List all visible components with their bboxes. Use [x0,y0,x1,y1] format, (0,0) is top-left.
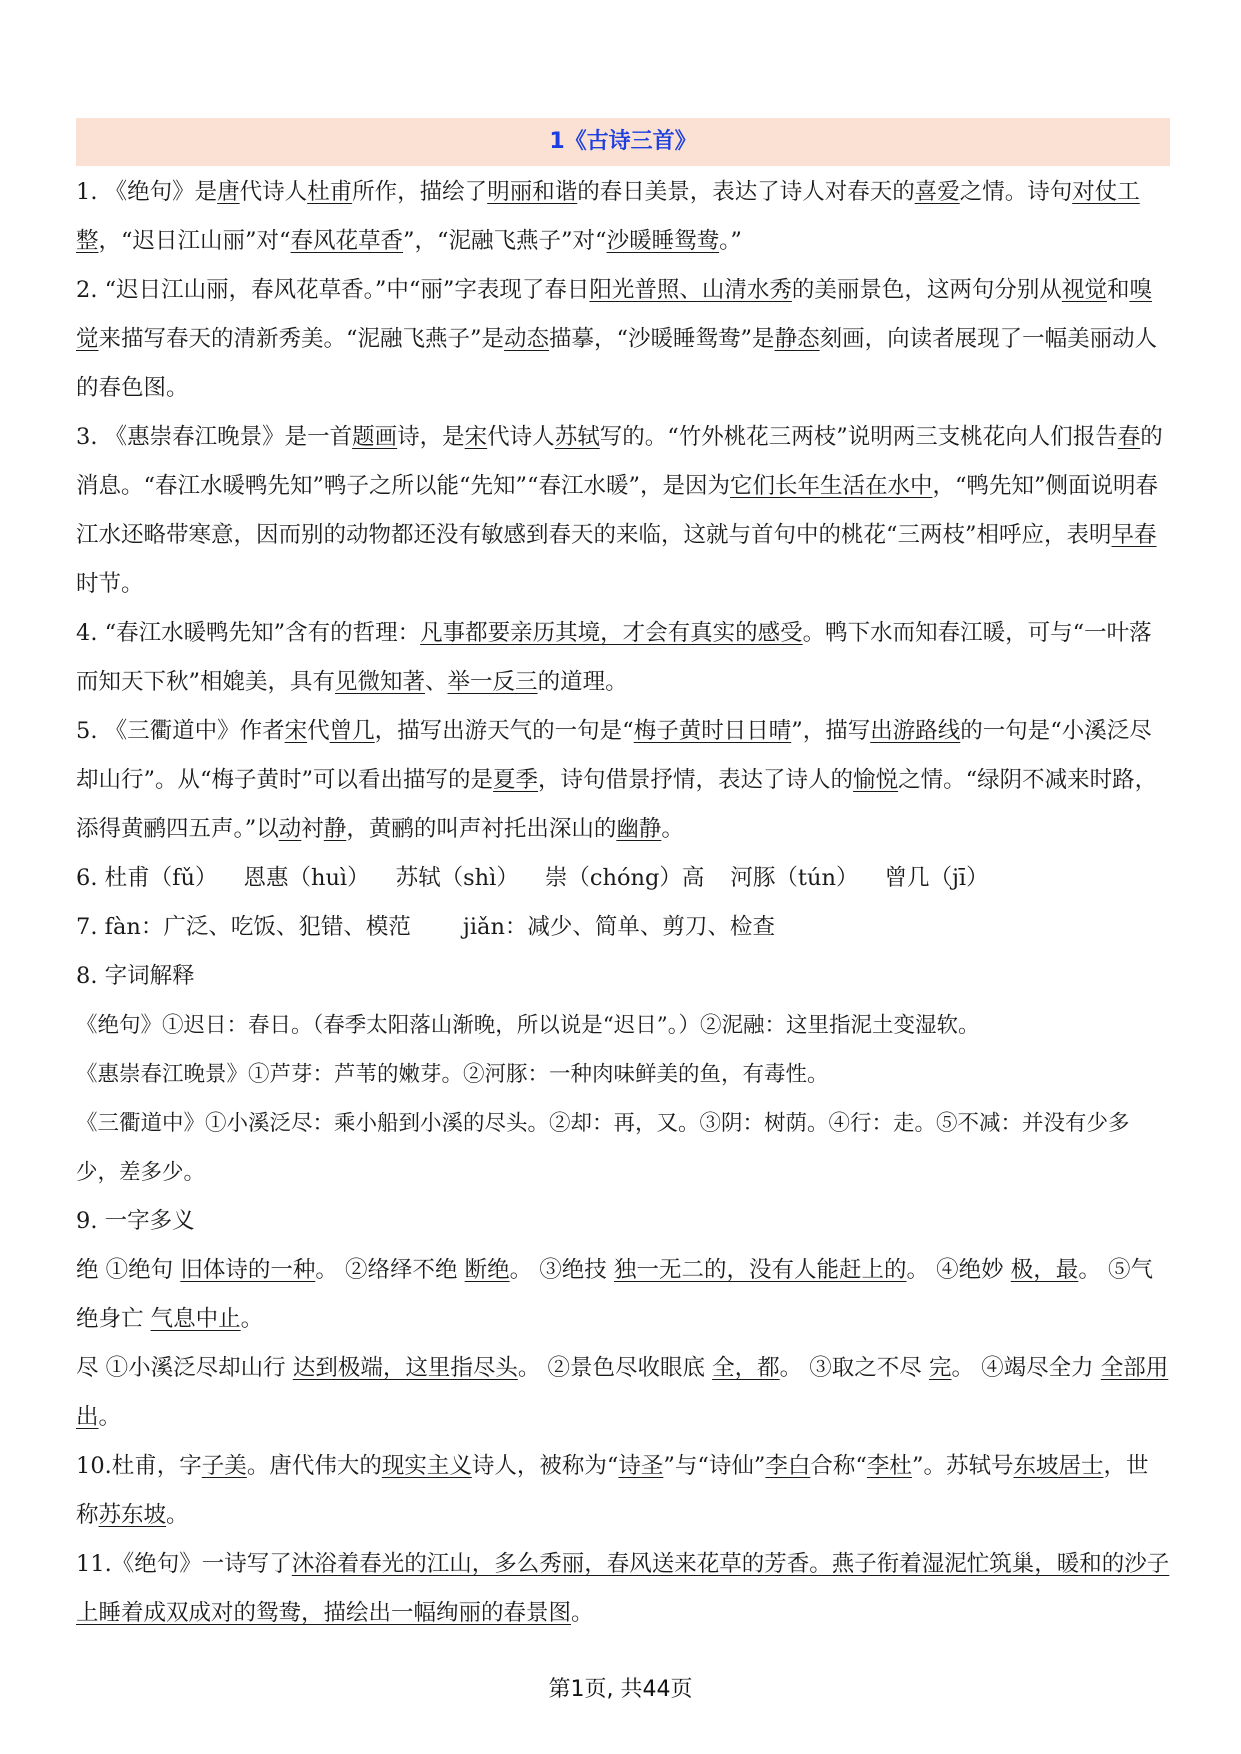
answer-blank: 苏东坡 [98,1502,167,1528]
text-run: ，“鸭先知”侧面说明春江水还略带寒意，因而别的动物都还没有敏感到春天的来临，这就与首句中的桃花“三两枝”相呼应，表明 [76,473,1159,548]
answer-blank: 对仗工整 [76,179,1140,254]
text-run: 尽 ①小溪泛尽却山行 [76,1355,293,1381]
paragraph [76,1344,1170,1442]
answer-blank: 李杜 [866,1453,912,1479]
text-run: 的春日美景，表达了诗人对春天的 [577,179,915,205]
answer-blank: 题画 [352,424,398,450]
text-run: 衬 [301,816,324,842]
text-run: 2. “迟日江山丽，春风花草香。”中“丽”字表现了春日 [76,277,590,303]
answer-blank: 子美 [201,1453,247,1479]
text-run: 。 ④绝妙 [906,1257,1011,1283]
document-body [76,168,1170,1638]
text-run: 。 [98,1404,122,1430]
text-run: 描摹，“沙暖睡鸳鸯”是 [549,326,775,352]
text-run: 和 [1106,277,1130,303]
text-run: ，黄鹂的叫声衬托出深山的 [346,816,617,842]
paragraph [76,952,1170,1001]
answer-blank: 达到极端，这里指尽头 [292,1355,518,1381]
paragraph [76,1246,1170,1344]
text-run: 8. 字词解释 [76,963,195,989]
paragraph [76,854,1170,903]
text-run: 3. 《惠崇春江晚景》是一首 [76,424,353,450]
text-run: 所作，描绘了 [352,179,488,205]
text-run: 的道理。 [537,669,628,695]
text-run: 时节。 [76,571,144,597]
text-run: 。唐代伟大的 [246,1453,382,1479]
answer-blank: 东坡居士 [1013,1453,1104,1479]
text-run: 刻画，向读者展现了一幅美丽动人的春色图。 [76,326,1158,401]
paragraph [76,1540,1170,1638]
page-number: 第1页, 共44页 [548,1677,693,1702]
answer-blank: 静 [323,816,347,842]
text-run: 的消息。“春江水暖鸭先知”鸭子之所以能“先知”“春江水暖”，是因为 [76,424,1163,499]
text-run: 崇（chóng）高 [544,865,705,891]
page-title: 1《古诗三首》 [76,118,1170,166]
text-run: 。 ③取之不尽 [779,1355,929,1381]
text-run: ”与“诗仙” [663,1453,766,1479]
paragraph [76,413,1170,609]
text-run: 5. 《三衢道中》作者 [76,718,285,744]
text-run: 。 ④竭尽全力 [951,1355,1101,1381]
answer-blank: 出游路线 [870,718,961,744]
answer-blank: 曾几 [329,718,375,744]
answer-blank: 春风花草香 [290,228,404,254]
text-run: 的一句是“小溪泛尽却山行”。从“梅子黄时”可以看出描写的是 [76,718,1152,793]
answer-blank: 诗圣 [618,1453,664,1479]
answer-blank: 现实主义 [381,1453,472,1479]
answer-blank: 动态 [504,326,550,352]
answer-blank: 断绝 [464,1257,510,1283]
text-run: 。 [166,1502,189,1528]
answer-blank: 唐 [217,179,240,205]
answer-blank: 夏季 [493,767,539,793]
text-run: 合称“ [810,1453,867,1479]
text-run: 。 ⑤气绝身亡 [76,1257,1153,1332]
text-run: 1. 《绝句》是 [76,179,218,205]
text-run: 、 [425,669,448,695]
text-run: 6. 杜甫（fǔ） [76,865,218,891]
text-run: 写的。“竹外桃花三两枝”说明两三支桃花向人们报告 [599,424,1118,450]
answer-blank: 愉悦 [853,767,899,793]
paragraph [76,168,1170,266]
answer-blank: 沐浴着春光的江山，多么秀丽，春风送来花草的芳香。燕子衔着湿泥忙筑巢，暖和的沙子上睡着成双成对的鸳鸯，描绘出一幅绚丽的春景图 [76,1551,1170,1626]
paragraph [76,1442,1170,1540]
note-paragraph [76,1001,1170,1050]
answer-blank: 春 [1117,424,1141,450]
paragraph [76,266,1170,413]
text-run: 。鸭下水而知春江暖，可与“一叶落而知天下秋”相媲美，具有 [76,620,1152,695]
text-run: 河豚（tún） [730,865,859,891]
answer-blank: 阳光普照、山清水秀 [589,277,792,303]
text-run: 代诗人 [239,179,308,205]
text-run: 。 [661,816,684,842]
answer-blank: 喜爱 [914,179,960,205]
paragraph [76,1197,1170,1246]
answer-blank: 视觉 [1061,277,1107,303]
text-run: 代诗人 [487,424,555,450]
answer-blank: 沙暖睡鸳鸯 [606,228,720,254]
answer-blank: 旧体诗的一种 [180,1257,316,1283]
text-run: 之情。“绿阴不减来时路，添得黄鹂四五声。”以 [76,767,1158,842]
answer-blank: 完 [928,1355,952,1381]
text-run: 。 [240,1306,264,1332]
text-run: jiǎn：减少、简单、剪刀、检查 [462,914,775,940]
text-run: 之情。诗句 [959,179,1073,205]
text-run: 来描写春天的清新秀美。“泥融飞燕子”是 [98,326,505,352]
paragraph [76,903,1170,952]
answer-blank: 全，都 [712,1355,780,1381]
answer-blank: 宋 [464,424,488,450]
text-run: 。” [719,228,742,254]
text-run: ，“迟日江山丽”对“ [98,228,291,254]
text-run: 诗人，被称为“ [471,1453,619,1479]
text-run: 《三衢道中》①小溪泛尽：乘小船到小溪的尽头。②却：再，又。③阴：树荫。④行：走。⑤不减：并没有少多少，差多少。 [76,1111,1130,1185]
answer-blank: 宋 [284,718,308,744]
text-run: 恩惠（huì） [243,865,370,891]
answer-blank: 李白 [765,1453,811,1479]
text-run: 10.杜甫，字 [76,1453,202,1479]
answer-blank: 动 [278,816,302,842]
text-run: ，描写出游天气的一句是“ [374,718,634,744]
answer-blank: 苏轼 [554,424,600,450]
text-run: 。 ②景色尽收眼底 [517,1355,713,1381]
answer-blank: 梅子黄时日日晴 [633,718,792,744]
paragraph [76,609,1170,707]
answer-blank: 静态 [774,326,820,352]
answer-blank: 杜甫 [307,179,353,205]
text-run: 代 [307,718,330,744]
answer-blank: 它们长年生活在水中 [730,473,933,499]
answer-blank: 早春 [1111,522,1157,548]
text-run: 。 [571,1600,594,1626]
text-run: ”，“泥融飞燕子”对“ [403,228,607,254]
text-run: 的美丽景色，这两句分别从 [791,277,1062,303]
text-run: ”。苏轼号 [911,1453,1014,1479]
answer-blank: 全部用出 [76,1355,1169,1430]
answer-blank: 气息中止 [150,1306,241,1332]
text-run: 7. fàn：广泛、吃饭、犯错、模范 [76,914,411,940]
text-run: ”，描写 [791,718,871,744]
text-run: ，诗句借景抒情，表达了诗人的 [538,767,854,793]
text-run: 《绝句》①迟日：春日。（春季太阳落山渐晚，所以说是“迟日”。）②泥融：这里指泥土变湿软。 [76,1013,980,1038]
answer-blank: 见微知著 [335,669,426,695]
answer-blank: 嗅觉 [76,277,1152,352]
text-run: 11.《绝句》一诗写了 [76,1551,292,1577]
answer-blank: 举一反三 [447,669,538,695]
paragraph [76,707,1170,854]
text-run: 《惠崇春江晚景》①芦芽：芦苇的嫩芽。②河豚：一种肉味鲜美的鱼，有毒性。 [76,1062,829,1087]
note-paragraph [76,1099,1170,1197]
answer-blank: 极，最 [1010,1257,1079,1283]
text-run: 绝 ①绝句 [76,1257,181,1283]
answer-blank: 独一无二的，没有人能赶上的 [613,1257,907,1283]
text-run: 诗，是 [397,424,465,450]
text-run: 。 ③绝技 [509,1257,614,1283]
text-run: 4. “春江水暖鸭先知”含有的哲理： [76,620,421,646]
text-run: 苏轼（shì） [395,865,519,891]
text-run: 。 ②络绎不绝 [315,1257,465,1283]
answer-blank: 明丽和谐 [487,179,578,205]
answer-blank: 凡事都要亲历其境，才会有真实的感受 [420,620,803,646]
text-run: 曾几（jī） [884,865,989,891]
text-run: ，世称 [76,1453,1149,1528]
text-run: 9. 一字多义 [76,1208,195,1234]
note-paragraph [76,1050,1170,1099]
answer-blank: 幽静 [616,816,662,842]
